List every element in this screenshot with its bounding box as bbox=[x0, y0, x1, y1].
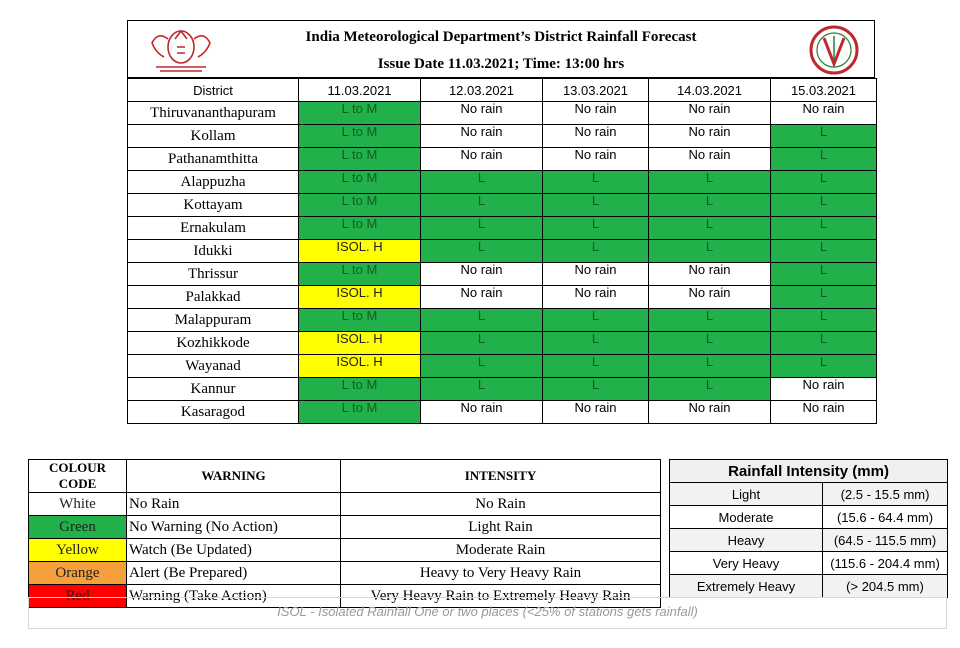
forecast-cell: L to M bbox=[299, 194, 421, 217]
rainfall-row bbox=[670, 575, 948, 598]
forecast-cell: No rain bbox=[421, 286, 543, 309]
forecast-cell: L bbox=[649, 171, 771, 194]
issue-date: Issue Date 11.03.2021; Time: 13:00 hrs bbox=[377, 56, 625, 72]
forecast-cell: L bbox=[771, 194, 877, 217]
intensity-text: Heavy to Very Heavy Rain bbox=[341, 562, 661, 585]
legend-row bbox=[29, 516, 661, 539]
forecast-cell: L bbox=[771, 286, 877, 309]
forecast-cell: L to M bbox=[299, 263, 421, 286]
forecast-cell: L bbox=[771, 355, 877, 378]
forecast-cell: No rain bbox=[543, 286, 649, 309]
warning-header: WARNING bbox=[127, 460, 341, 493]
colour-swatch: White bbox=[29, 493, 127, 516]
forecast-cell: L bbox=[421, 217, 543, 240]
forecast-cell: No rain bbox=[771, 378, 877, 401]
forecast-cell: No rain bbox=[421, 401, 543, 424]
table-row bbox=[128, 217, 877, 240]
isol-note: ISOL - Isolated Rainfall One or two places (<25% of stations gets rainfall) bbox=[28, 597, 947, 629]
forecast-cell: L bbox=[543, 194, 649, 217]
table-row bbox=[128, 355, 877, 378]
rainfall-row bbox=[670, 506, 948, 529]
forecast-cell: L bbox=[543, 332, 649, 355]
colour-code-header: COLOUR CODE bbox=[29, 460, 127, 493]
forecast-header-row bbox=[128, 79, 877, 102]
table-row bbox=[128, 378, 877, 401]
district-name: Pathanamthitta bbox=[128, 148, 299, 171]
rainfall-range: (> 204.5 mm) bbox=[823, 575, 948, 598]
report-title: India Meteorological Department’s District Rainfall Forecast bbox=[305, 29, 697, 45]
intensity-text: Very Heavy Rain to Extremely Heavy Rain bbox=[341, 585, 661, 608]
rainfall-row bbox=[670, 483, 948, 506]
table-row bbox=[128, 309, 877, 332]
date-header: 11.03.2021 bbox=[299, 79, 421, 102]
forecast-cell: No rain bbox=[421, 263, 543, 286]
forecast-cell: L bbox=[649, 355, 771, 378]
forecast-cell: No rain bbox=[649, 125, 771, 148]
rainfall-category: Light bbox=[670, 483, 823, 506]
forecast-cell: L bbox=[649, 332, 771, 355]
forecast-cell: L bbox=[421, 240, 543, 263]
forecast-cell: No rain bbox=[543, 102, 649, 125]
forecast-cell: ISOL. H bbox=[299, 355, 421, 378]
intensity-text: No Rain bbox=[341, 493, 661, 516]
forecast-cell: No rain bbox=[771, 401, 877, 424]
rainfall-header-row bbox=[670, 460, 948, 483]
table-row bbox=[128, 102, 877, 125]
forecast-cell: ISOL. H bbox=[299, 286, 421, 309]
forecast-cell: L bbox=[771, 263, 877, 286]
date-header: 15.03.2021 bbox=[771, 79, 877, 102]
forecast-cell: No rain bbox=[543, 401, 649, 424]
district-name: Kozhikkode bbox=[128, 332, 299, 355]
date-header: 13.03.2021 bbox=[543, 79, 649, 102]
forecast-cell: L to M bbox=[299, 217, 421, 240]
table-row bbox=[128, 148, 877, 171]
date-header: 12.03.2021 bbox=[421, 79, 543, 102]
rainfall-intensity-table bbox=[669, 459, 948, 598]
district-name: Thiruvananthapuram bbox=[128, 102, 299, 125]
forecast-cell: L bbox=[543, 240, 649, 263]
forecast-cell: No rain bbox=[543, 263, 649, 286]
rainfall-category: Very Heavy bbox=[670, 552, 823, 575]
intensity-text: Light Rain bbox=[341, 516, 661, 539]
intensity-header: INTENSITY bbox=[341, 460, 661, 493]
table-row bbox=[128, 263, 877, 286]
forecast-cell: L to M bbox=[299, 102, 421, 125]
forecast-cell: L bbox=[649, 240, 771, 263]
legend-row bbox=[29, 493, 661, 516]
forecast-cell: L bbox=[543, 355, 649, 378]
colour-swatch: Red bbox=[29, 585, 127, 608]
rainfall-intensity-title: Rainfall Intensity (mm) bbox=[670, 460, 948, 483]
rainfall-category: Moderate bbox=[670, 506, 823, 529]
forecast-cell: L to M bbox=[299, 401, 421, 424]
district-name: Kollam bbox=[128, 125, 299, 148]
forecast-cell: No rain bbox=[649, 148, 771, 171]
forecast-cell: L to M bbox=[299, 309, 421, 332]
forecast-cell: L bbox=[771, 148, 877, 171]
forecast-cell: L bbox=[649, 217, 771, 240]
forecast-cell: L bbox=[543, 309, 649, 332]
forecast-cell: L bbox=[771, 171, 877, 194]
table-row bbox=[128, 240, 877, 263]
district-name: Malappuram bbox=[128, 309, 299, 332]
table-row bbox=[128, 171, 877, 194]
district-name: Alappuzha bbox=[128, 171, 299, 194]
forecast-cell: No rain bbox=[421, 148, 543, 171]
forecast-cell: L bbox=[421, 309, 543, 332]
district-name: Ernakulam bbox=[128, 217, 299, 240]
district-name: Wayanad bbox=[128, 355, 299, 378]
forecast-cell: L bbox=[421, 355, 543, 378]
intensity-text: Moderate Rain bbox=[341, 539, 661, 562]
forecast-cell: L bbox=[771, 240, 877, 263]
forecast-cell: No rain bbox=[649, 263, 771, 286]
rainfall-row bbox=[670, 552, 948, 575]
warning-text: Alert (Be Prepared) bbox=[127, 562, 341, 585]
forecast-cell: No rain bbox=[421, 102, 543, 125]
district-name: Kottayam bbox=[128, 194, 299, 217]
forecast-cell: ISOL. H bbox=[299, 332, 421, 355]
table-row bbox=[128, 286, 877, 309]
legend-header-row bbox=[29, 460, 661, 493]
district-header: District bbox=[128, 79, 299, 102]
forecast-cell: No rain bbox=[543, 125, 649, 148]
forecast-cell: L bbox=[649, 309, 771, 332]
warning-text: No Rain bbox=[127, 493, 341, 516]
report-header bbox=[127, 20, 875, 78]
imd-logo-icon bbox=[808, 24, 860, 76]
table-row bbox=[128, 401, 877, 424]
forecast-cell: L bbox=[421, 171, 543, 194]
forecast-cell: L bbox=[543, 171, 649, 194]
forecast-cell: L bbox=[421, 332, 543, 355]
forecast-cell: ISOL. H bbox=[299, 240, 421, 263]
rainfall-category: Heavy bbox=[670, 529, 823, 552]
district-name: Kannur bbox=[128, 378, 299, 401]
forecast-cell: No rain bbox=[649, 286, 771, 309]
forecast-cell: L bbox=[649, 378, 771, 401]
forecast-cell: L bbox=[421, 378, 543, 401]
table-row bbox=[128, 332, 877, 355]
date-header: 14.03.2021 bbox=[649, 79, 771, 102]
legend-row bbox=[29, 562, 661, 585]
rainfall-range: (64.5 - 115.5 mm) bbox=[823, 529, 948, 552]
forecast-cell: No rain bbox=[543, 148, 649, 171]
forecast-cell: L bbox=[543, 378, 649, 401]
colour-swatch: Orange bbox=[29, 562, 127, 585]
forecast-cell: L to M bbox=[299, 148, 421, 171]
legend-row bbox=[29, 539, 661, 562]
warning-text: No Warning (No Action) bbox=[127, 516, 341, 539]
rainfall-range: (2.5 - 15.5 mm) bbox=[823, 483, 948, 506]
district-name: Palakkad bbox=[128, 286, 299, 309]
district-name: Idukki bbox=[128, 240, 299, 263]
rainfall-range: (15.6 - 64.4 mm) bbox=[823, 506, 948, 529]
forecast-cell: L bbox=[771, 332, 877, 355]
forecast-cell: L bbox=[649, 194, 771, 217]
forecast-cell: No rain bbox=[771, 102, 877, 125]
forecast-cell: L bbox=[771, 309, 877, 332]
forecast-cell: L bbox=[421, 194, 543, 217]
forecast-cell: No rain bbox=[649, 401, 771, 424]
table-row bbox=[128, 194, 877, 217]
rainfall-category: Extremely Heavy bbox=[670, 575, 823, 598]
forecast-cell: No rain bbox=[649, 102, 771, 125]
table-row bbox=[128, 125, 877, 148]
colour-swatch: Yellow bbox=[29, 539, 127, 562]
district-name: Kasaragod bbox=[128, 401, 299, 424]
warning-text: Watch (Be Updated) bbox=[127, 539, 341, 562]
forecast-cell: L bbox=[543, 217, 649, 240]
forecast-cell: L to M bbox=[299, 378, 421, 401]
forecast-table bbox=[127, 78, 877, 424]
colour-swatch: Green bbox=[29, 516, 127, 539]
forecast-cell: L bbox=[771, 217, 877, 240]
forecast-cell: L to M bbox=[299, 171, 421, 194]
forecast-cell: L bbox=[771, 125, 877, 148]
rainfall-row bbox=[670, 529, 948, 552]
forecast-cell: L to M bbox=[299, 125, 421, 148]
warning-text: Warning (Take Action) bbox=[127, 585, 341, 608]
rainfall-range: (115.6 - 204.4 mm) bbox=[823, 552, 948, 575]
colour-code-legend bbox=[28, 459, 661, 608]
district-name: Thrissur bbox=[128, 263, 299, 286]
forecast-cell: No rain bbox=[421, 125, 543, 148]
